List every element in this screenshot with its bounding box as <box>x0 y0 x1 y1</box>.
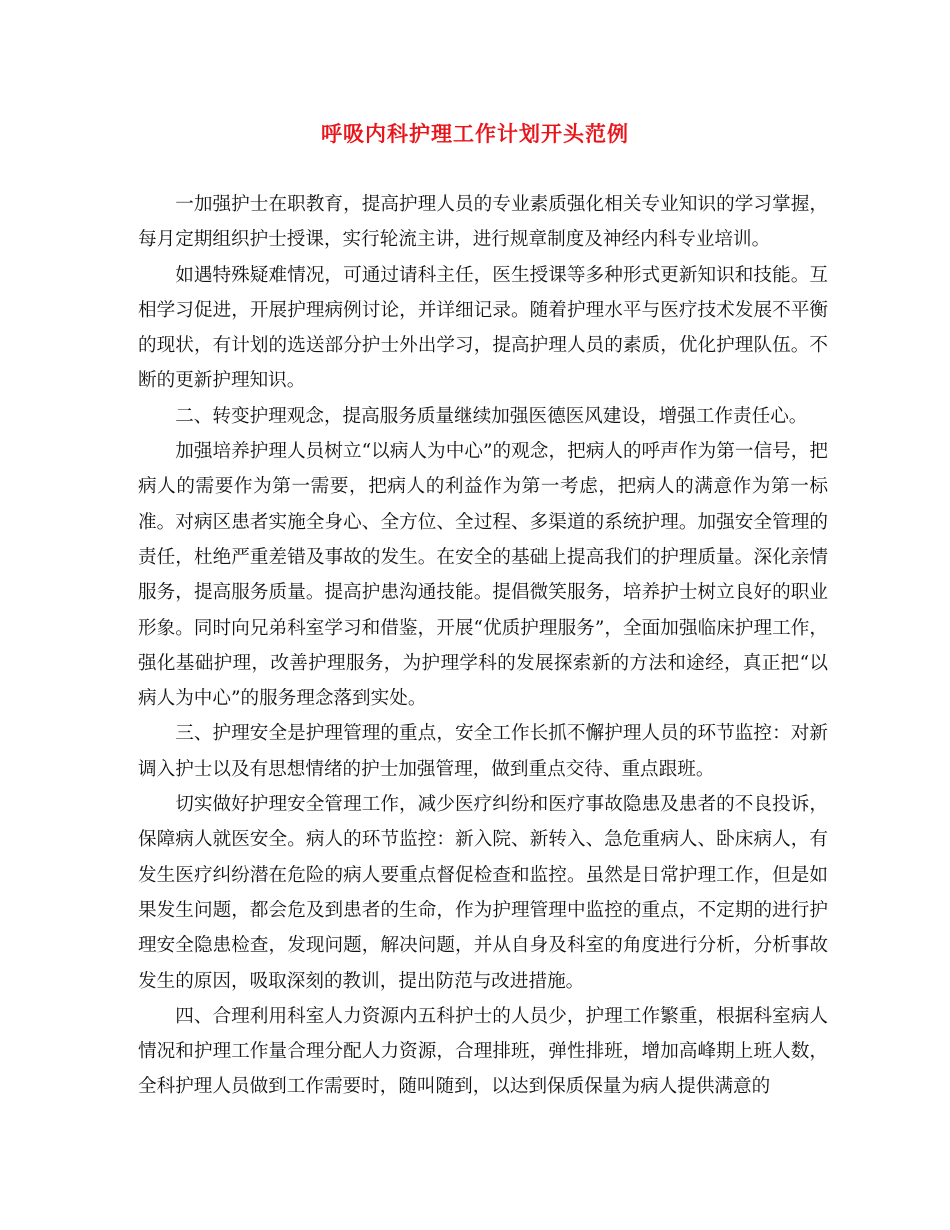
paragraph-5: 三、护理安全是护理管理的重点，安全工作长抓不懈护理人员的环节监控：对新调入护士以及有思想情绪的护士加强管理，做到重点交待、重点跟班。 <box>138 723 828 780</box>
paragraph-7: 四、合理利用科室人力资源内五科护士的人员少，护理工作繁重，根据科室病人情况和护理工作量合理分配人力资源，合理排班，弹性排班，增加高峰期上班人数，全科护理人员做到工作需要时，随叫随到，以达到保质保量为病人提供满意的 <box>138 1005 828 1098</box>
paragraph-2: 如遇特殊疑难情况，可通过请科主任，医生授课等多种形式更新知识和技能。互相学习促进，开展护理病例讨论，并详细记录。随着护理水平与医疗技术发展不平衡的现状，有计划的选送部分护士外出学习，提高护理人员的素质，优化护理队伍。不断的更新护理知识。 <box>138 264 828 392</box>
paragraph-6: 切实做好护理安全管理工作，减少医疗纠纷和医疗事故隐患及患者的不良投诉，保障病人就医安全。病人的环节监控：新入院、新转入、急危重病人、卧床病人，有发生医疗纠纷潜在危险的病人要重点督促检查和监控。虽然是日常护理工作，但是如果发生问题，都会危及到患者的生命，作为护理管理中监控的重点，不定期的进行护理安全隐患检查，发现问题，解决问题，并从自身及科室的角度进行分析，分析事故发生的原因，吸取深刻的教训，提出防范与改进措施。 <box>138 794 828 992</box>
paragraph-3: 二、转变护理观念，提高服务质量继续加强医德医风建设，增强工作责任心。 <box>175 405 808 427</box>
paragraph-4: 加强培养护理人员树立“以病人为中心”的观念，把病人的呼声作为第一信号，把病人的需要作为第一需要，把病人的利益作为第一考虑，把病人的满意作为第一标准。对病区患者实施全身心、全方位、全过程、多渠道的系统护理。加强安全管理的责任，杜绝严重差错及事故的发生。在安全的基础上提高我们的护理质量。深化亲情服务，提高服务质量。提高护患沟通技能。提倡微笑服务，培养护士树立良好的职业形象。同时向兄弟科室学习和借鉴，开展“优质护理服务”，全面加强临床护理工作，强化基础护理，改善护理服务，为护理学科的发展探索新的方法和途经，真正把“以病人为中心”的服务理念落到实处。 <box>138 441 828 710</box>
document-title: 呼吸内科护理工作计划开头范例 <box>321 121 629 146</box>
paragraph-1: 一加强护士在职教育，提高护理人员的专业素质强化相关专业知识的学习掌握，每月定期组织护士授课，实行轮流主讲，进行规章制度及神经内科专业培训。 <box>138 194 828 251</box>
document-body <box>138 187 828 1105</box>
